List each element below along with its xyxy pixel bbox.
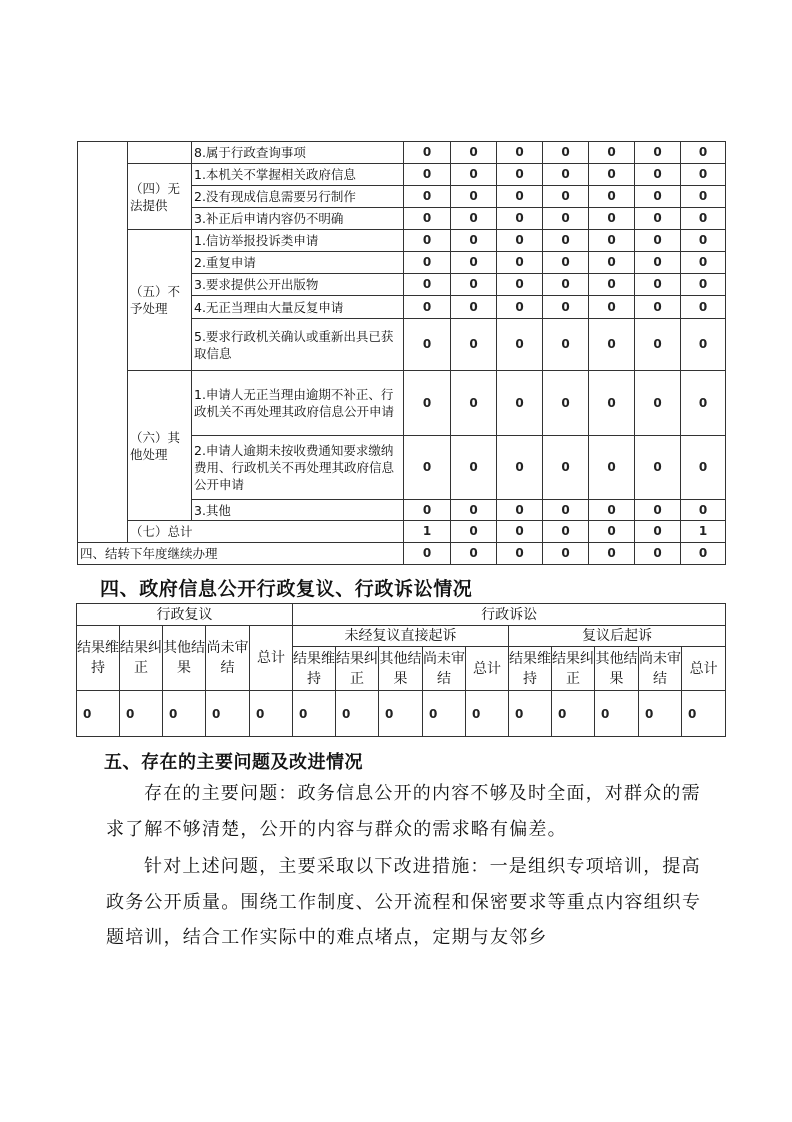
value-cell: 0 bbox=[589, 142, 635, 164]
total-value-cell: 1 bbox=[681, 521, 726, 543]
item-label: 3.要求提供公开出版物 bbox=[192, 274, 404, 296]
value-cell: 0 bbox=[451, 186, 497, 208]
direct-value-cell: 0 bbox=[379, 691, 423, 737]
table-row bbox=[78, 164, 726, 186]
direct-suit-header: 未经复议直接起诉 bbox=[293, 626, 509, 647]
review-subheader: 尚未审结 bbox=[206, 626, 250, 691]
value-cell: 0 bbox=[681, 500, 726, 521]
value-cell: 0 bbox=[681, 371, 726, 436]
value-cell: 0 bbox=[543, 436, 589, 500]
value-cell: 0 bbox=[543, 371, 589, 436]
value-cell: 0 bbox=[451, 142, 497, 164]
value-cell: 0 bbox=[404, 230, 451, 252]
review-value-cell: 0 bbox=[206, 691, 250, 737]
table-row bbox=[78, 230, 726, 252]
review-header: 行政复议 bbox=[77, 604, 293, 626]
value-cell: 0 bbox=[404, 500, 451, 521]
item-label: 3.补正后申请内容仍不明确 bbox=[192, 208, 404, 230]
after-subheader: 其他结果 bbox=[595, 647, 639, 691]
direct-subheader: 总计 bbox=[466, 647, 509, 691]
table-row bbox=[78, 371, 726, 436]
section4-heading: 四、政府信息公开行政复议、行政诉讼情况 bbox=[100, 578, 473, 600]
value-cell: 0 bbox=[635, 274, 681, 296]
value-cell: 0 bbox=[451, 371, 497, 436]
value-cell: 0 bbox=[543, 252, 589, 274]
carry-over-row bbox=[78, 543, 726, 565]
value-cell: 0 bbox=[635, 164, 681, 186]
value-cell: 0 bbox=[404, 208, 451, 230]
review-value-cell: 0 bbox=[163, 691, 206, 737]
review-subheader: 结果纠正 bbox=[120, 626, 163, 691]
value-cell: 0 bbox=[589, 230, 635, 252]
value-cell: 0 bbox=[404, 436, 451, 500]
value-cell: 0 bbox=[681, 164, 726, 186]
total-value-cell: 0 bbox=[543, 521, 589, 543]
value-cell: 0 bbox=[543, 319, 589, 371]
carry-over-value-cell: 0 bbox=[589, 543, 635, 565]
group-label: （六）其他处理 bbox=[128, 371, 192, 521]
value-cell: 0 bbox=[451, 436, 497, 500]
value-cell: 0 bbox=[497, 296, 543, 319]
direct-subheader: 其他结果 bbox=[379, 647, 423, 691]
value-cell: 0 bbox=[681, 230, 726, 252]
value-cell: 0 bbox=[451, 164, 497, 186]
value-cell: 0 bbox=[497, 319, 543, 371]
direct-subheader: 结果维持 bbox=[293, 647, 336, 691]
item-label: 3.其他 bbox=[192, 500, 404, 521]
after-review-value-cell: 0 bbox=[639, 691, 682, 737]
item-label: 1.本机关不掌握相关政府信息 bbox=[192, 164, 404, 186]
value-cell: 0 bbox=[681, 186, 726, 208]
value-cell: 0 bbox=[589, 186, 635, 208]
total-value-cell: 0 bbox=[451, 521, 497, 543]
value-cell: 0 bbox=[497, 164, 543, 186]
after-subheader: 结果维持 bbox=[509, 647, 552, 691]
carry-over-value-cell: 0 bbox=[404, 543, 451, 565]
value-cell: 0 bbox=[635, 230, 681, 252]
value-cell: 0 bbox=[404, 274, 451, 296]
value-cell: 0 bbox=[543, 208, 589, 230]
value-cell: 0 bbox=[543, 230, 589, 252]
value-cell: 0 bbox=[635, 142, 681, 164]
value-cell: 0 bbox=[635, 186, 681, 208]
value-cell: 0 bbox=[451, 319, 497, 371]
after-review-suit-header: 复议后起诉 bbox=[509, 626, 726, 647]
value-cell: 0 bbox=[543, 142, 589, 164]
value-cell: 0 bbox=[543, 186, 589, 208]
value-cell: 0 bbox=[635, 436, 681, 500]
after-subheader: 结果纠正 bbox=[552, 647, 595, 691]
value-cell: 0 bbox=[404, 252, 451, 274]
carry-over-value-cell: 0 bbox=[497, 543, 543, 565]
value-cell: 0 bbox=[497, 142, 543, 164]
value-cell: 0 bbox=[681, 252, 726, 274]
direct-value-cell: 0 bbox=[293, 691, 336, 737]
value-cell: 0 bbox=[497, 274, 543, 296]
value-cell: 0 bbox=[451, 274, 497, 296]
value-cell: 0 bbox=[589, 252, 635, 274]
carry-over-value-cell: 0 bbox=[681, 543, 726, 565]
value-cell: 0 bbox=[589, 274, 635, 296]
value-cell: 0 bbox=[404, 142, 451, 164]
direct-value-cell: 0 bbox=[336, 691, 379, 737]
total-label: （七）总计 bbox=[128, 521, 404, 543]
direct-subheader: 尚未审结 bbox=[423, 647, 466, 691]
value-cell: 0 bbox=[497, 371, 543, 436]
total-row bbox=[78, 521, 726, 543]
value-cell: 0 bbox=[589, 371, 635, 436]
value-cell: 0 bbox=[589, 436, 635, 500]
litigation-header: 行政诉讼 bbox=[293, 604, 726, 626]
value-cell: 0 bbox=[451, 252, 497, 274]
value-cell: 0 bbox=[543, 274, 589, 296]
total-value-cell: 1 bbox=[404, 521, 451, 543]
table-row bbox=[78, 142, 726, 164]
value-cell: 0 bbox=[497, 436, 543, 500]
review-value-cell: 0 bbox=[250, 691, 293, 737]
value-cell: 0 bbox=[589, 319, 635, 371]
value-cell: 0 bbox=[451, 230, 497, 252]
value-cell: 0 bbox=[681, 274, 726, 296]
total-value-cell: 0 bbox=[589, 521, 635, 543]
item-label: 8.属于行政查询事项 bbox=[192, 142, 404, 164]
value-cell: 0 bbox=[543, 500, 589, 521]
value-cell: 0 bbox=[681, 319, 726, 371]
value-cell: 0 bbox=[589, 500, 635, 521]
group-label: （四）无法提供 bbox=[128, 164, 192, 230]
value-cell: 0 bbox=[497, 186, 543, 208]
item-label: 2.重复申请 bbox=[192, 252, 404, 274]
value-cell: 0 bbox=[404, 164, 451, 186]
total-value-cell: 0 bbox=[635, 521, 681, 543]
carry-over-value-cell: 0 bbox=[451, 543, 497, 565]
value-cell: 0 bbox=[635, 500, 681, 521]
value-cell: 0 bbox=[404, 371, 451, 436]
group-cell bbox=[128, 142, 192, 164]
item-label: 2.没有现成信息需要另行制作 bbox=[192, 186, 404, 208]
value-cell: 0 bbox=[635, 319, 681, 371]
value-cell: 0 bbox=[451, 500, 497, 521]
improvements-paragraph: 针对上述问题，主要采取以下改进措施：一是组织专项培训，提高政务公开质量。围绕工作制度、公开流程和保密要求等重点内容组织专题培训，结合工作实际中的难点堵点，定期与友邻乡 bbox=[106, 856, 702, 948]
value-cell: 0 bbox=[635, 208, 681, 230]
value-cell: 0 bbox=[635, 296, 681, 319]
problems-paragraph: 存在的主要问题：政务信息公开的内容不够及时全面，对群众的需求了解不够清楚，公开的内容与群众的需求略有偏差。 bbox=[106, 783, 701, 840]
after-review-value-cell: 0 bbox=[552, 691, 595, 737]
value-cell: 0 bbox=[497, 230, 543, 252]
value-cell: 0 bbox=[451, 208, 497, 230]
review-value-cell: 0 bbox=[77, 691, 120, 737]
item-label: 5.要求行政机关确认或重新出具已获取信息 bbox=[192, 319, 404, 371]
section5-heading: 五、存在的主要问题及改进情况 bbox=[104, 752, 363, 773]
outer-category-cell bbox=[78, 142, 128, 543]
value-cell: 0 bbox=[543, 296, 589, 319]
carry-over-label: 四、结转下年度继续办理 bbox=[78, 543, 404, 565]
review-subheader: 其他结果 bbox=[163, 626, 206, 691]
after-subheader: 总计 bbox=[682, 647, 726, 691]
value-cell: 0 bbox=[635, 371, 681, 436]
value-cell: 0 bbox=[681, 436, 726, 500]
value-cell: 0 bbox=[589, 208, 635, 230]
value-cell: 0 bbox=[404, 296, 451, 319]
after-review-value-cell: 0 bbox=[682, 691, 726, 737]
item-label: 1.信访举报投诉类申请 bbox=[192, 230, 404, 252]
review-subheader: 总计 bbox=[250, 626, 293, 691]
review-litigation-table bbox=[76, 603, 726, 737]
carry-over-value-cell: 0 bbox=[635, 543, 681, 565]
review-subheader: 结果维持 bbox=[77, 626, 120, 691]
direct-value-cell: 0 bbox=[423, 691, 466, 737]
value-cell: 0 bbox=[589, 164, 635, 186]
after-review-value-cell: 0 bbox=[509, 691, 552, 737]
value-cell: 0 bbox=[497, 208, 543, 230]
value-cell: 0 bbox=[451, 296, 497, 319]
value-cell: 0 bbox=[497, 500, 543, 521]
value-cell: 0 bbox=[497, 252, 543, 274]
direct-subheader: 结果纠正 bbox=[336, 647, 379, 691]
carry-over-value-cell: 0 bbox=[543, 543, 589, 565]
group-label: （五）不予处理 bbox=[128, 230, 192, 371]
total-value-cell: 0 bbox=[497, 521, 543, 543]
after-review-value-cell: 0 bbox=[595, 691, 639, 737]
review-value-cell: 0 bbox=[120, 691, 163, 737]
after-subheader: 尚未审结 bbox=[639, 647, 682, 691]
value-cell: 0 bbox=[404, 319, 451, 371]
value-cell: 0 bbox=[543, 164, 589, 186]
value-cell: 0 bbox=[681, 208, 726, 230]
direct-value-cell: 0 bbox=[466, 691, 509, 737]
application-handling-table bbox=[77, 141, 726, 565]
item-label: 2.申请人逾期未按收费通知要求缴纳费用、行政机关不再处理其政府信息公开申请 bbox=[192, 436, 404, 500]
value-cell: 0 bbox=[635, 252, 681, 274]
item-label: 1.申请人无正当理由逾期不补正、行政机关不再处理其政府信息公开申请 bbox=[192, 371, 404, 436]
item-label: 4.无正当理由大量反复申请 bbox=[192, 296, 404, 319]
value-cell: 0 bbox=[589, 296, 635, 319]
value-cell: 0 bbox=[404, 186, 451, 208]
value-cell: 0 bbox=[681, 142, 726, 164]
value-cell: 0 bbox=[681, 296, 726, 319]
